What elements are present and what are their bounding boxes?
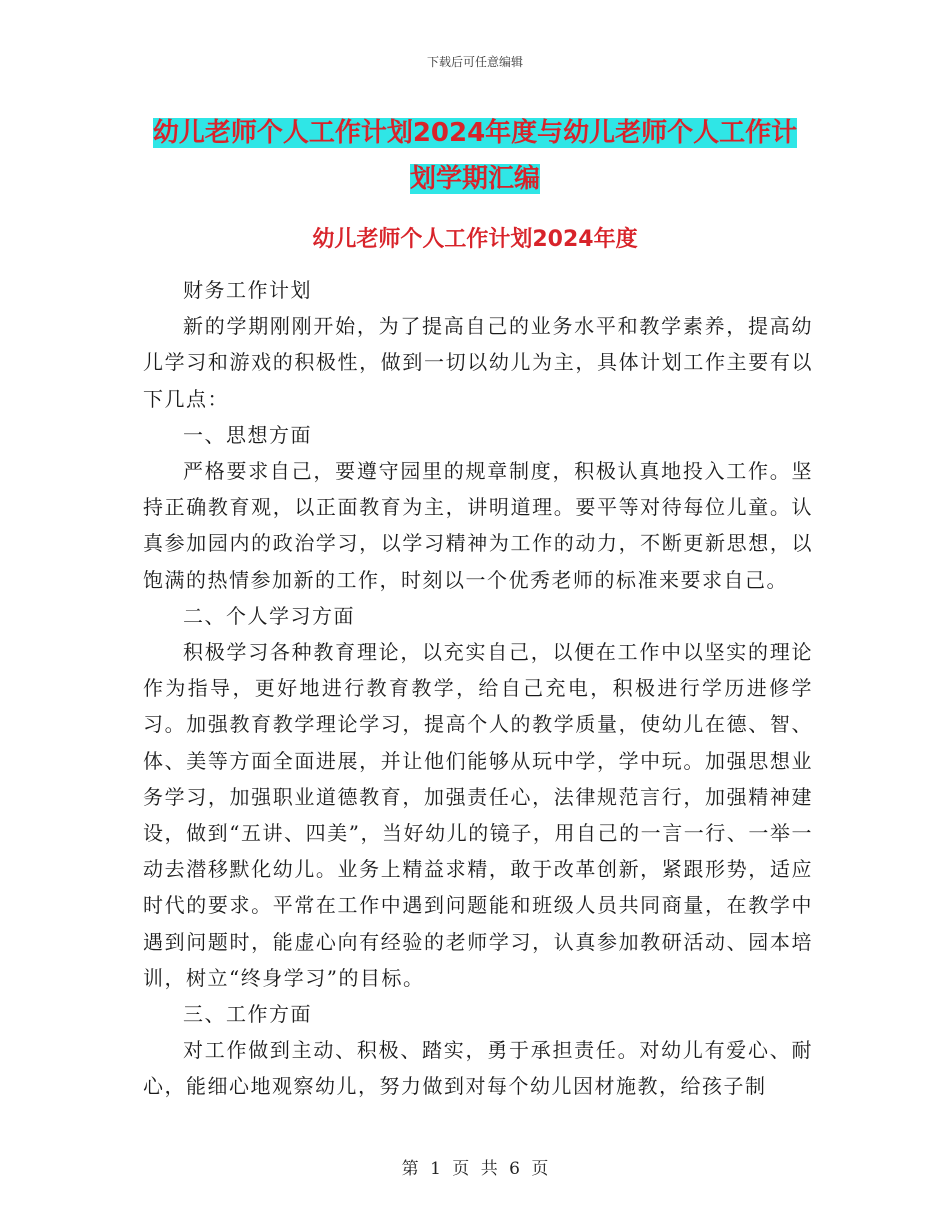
body-paragraph: 积极学习各种教育理论，以充实自己，以便在工作中以坚实的理论作为指导，更好地进行教育教学，给自己充电，积极进行学历进修学习。加强教育教学理论学习，提高个人的教学质量，使幼儿在德、智、体、美等方面全面进展，并让他们能够从玩中学，学中玩。加强思想业务学习，加强职业道德教育，加强责任心，法律规范言行，加强精神建设，做到“五讲、四美”，当好幼儿的镜子，用自己的一言一行、一举一动去潜移默化幼儿。业务上精益求精，敢于改革创新，紧跟形势，适应时代的要求。平常在工作中遇到问题能和班级人员共同商量，在教学中遇到问题时，能虚心向有经验的老师学习，认真参加教研活动、园本培训，树立“终身学习”的目标。 [143,640,813,990]
document-body [143,272,813,1105]
body-paragraph: 对工作做到主动、积极、踏实，勇于承担责任。对幼儿有爱心、耐心，能细心地观察幼儿，努力做到对每个幼儿因材施教，给孩子制 [143,1038,813,1099]
body-paragraph: 严格要求自己，要遵守园里的规章制度，积极认真地投入工作。坚持正确教育观，以正面教育为主，讲明道理。要平等对待每位儿童。认真参加园内的政治学习，以学习精神为工作的动力，不断更新思想，以饱满的热情参加新的工作，时刻以一个优秀老师的标准来要求自己。 [143,459,813,592]
document-title [140,110,810,202]
body-paragraph: 财务工作计划 [183,278,312,302]
body-paragraph: 新的学期刚刚开始，为了提高自己的业务水平和教学素养，提高幼儿学习和游戏的积极性，做到一切以幼儿为主，具体计划工作主要有以下几点： [143,314,813,411]
document-title-text: 幼儿老师个人工作计划2024年度与幼儿老师个人工作计划学期汇编 [152,118,798,194]
section-title: 幼儿老师个人工作计划2024年度 [312,227,638,252]
page-header-note: 下载后可任意编辑 [426,55,523,69]
section-heading: 一、思想方面 [183,422,312,447]
section-heading: 二、个人学习方面 [183,603,355,628]
section-heading: 三、工作方面 [183,1002,312,1027]
page-number: 第 1 页 共 6 页 [401,1159,549,1179]
